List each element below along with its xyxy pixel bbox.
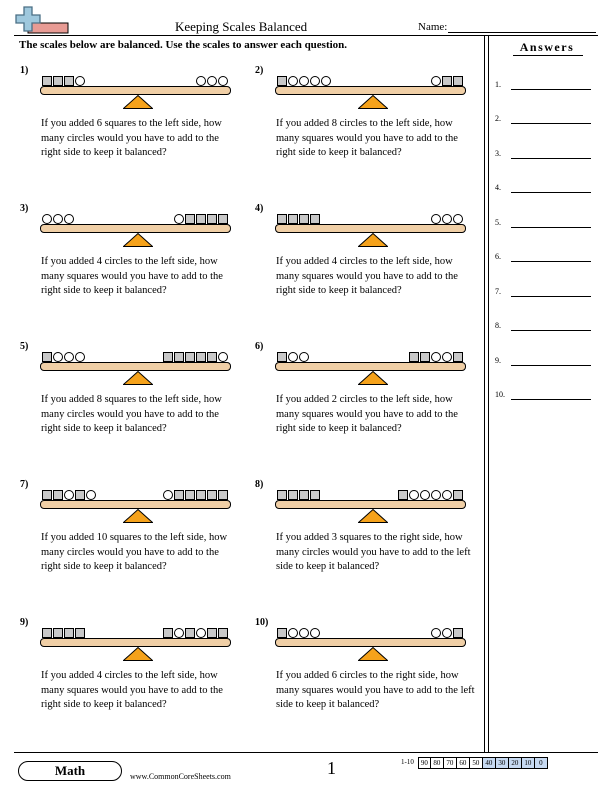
left-pan	[42, 628, 85, 638]
answer-line[interactable]	[511, 123, 591, 124]
scale-beam	[275, 638, 466, 647]
scale-beam	[275, 224, 466, 233]
square-weight	[453, 352, 463, 362]
circle-weight	[75, 352, 85, 362]
circle-weight	[310, 76, 320, 86]
answer-number: 6.	[495, 252, 501, 261]
right-pan	[196, 76, 228, 86]
answer-row	[495, 321, 595, 335]
scale-beam	[275, 86, 466, 95]
right-pan	[163, 628, 228, 638]
subject-badge: Math	[18, 761, 122, 781]
scale-beam	[40, 362, 231, 371]
circle-weight	[288, 628, 298, 638]
answer-row	[495, 149, 595, 163]
circle-weight	[218, 76, 228, 86]
square-weight	[42, 76, 52, 86]
answer-line[interactable]	[511, 296, 591, 297]
fulcrum-icon	[123, 95, 153, 109]
score-cell: 60	[457, 757, 470, 769]
square-weight	[196, 214, 206, 224]
problem-number: 8)	[255, 479, 264, 490]
square-weight	[53, 76, 63, 86]
left-pan	[277, 214, 320, 224]
column-divider	[488, 35, 489, 752]
square-weight	[53, 628, 63, 638]
fulcrum-icon	[358, 233, 388, 247]
score-cell: 0	[535, 757, 548, 769]
problem-number: 3)	[20, 203, 29, 214]
fulcrum-icon	[123, 233, 153, 247]
fulcrum-icon	[123, 647, 153, 661]
circle-weight	[64, 352, 74, 362]
circle-weight	[42, 214, 52, 224]
circle-weight	[196, 76, 206, 86]
answer-row	[495, 114, 595, 128]
score-cell: 50	[470, 757, 483, 769]
instructions: The scales below are balanced. Use the scales to answer each question.	[19, 39, 348, 51]
circle-weight	[53, 352, 63, 362]
square-weight	[277, 352, 287, 362]
square-weight	[185, 628, 195, 638]
problem	[20, 617, 240, 747]
square-weight	[453, 628, 463, 638]
circle-weight	[442, 352, 452, 362]
square-weight	[185, 214, 195, 224]
scale-beam	[275, 362, 466, 371]
problem-text: If you added 10 squares to the left side, how many circles would you have to add to the right side to keep it balanced?	[41, 532, 228, 573]
answer-number: 8.	[495, 321, 501, 330]
circle-weight	[299, 628, 309, 638]
answer-number: 7.	[495, 287, 501, 296]
score-cell: 20	[509, 757, 522, 769]
right-pan	[431, 214, 463, 224]
site-url: www.CommonCoreSheets.com	[130, 772, 231, 781]
circle-weight	[64, 490, 74, 500]
circle-weight	[321, 76, 331, 86]
fulcrum-icon	[123, 371, 153, 385]
square-weight	[185, 490, 195, 500]
problem	[20, 65, 240, 195]
circle-weight	[442, 628, 452, 638]
circle-weight	[442, 490, 452, 500]
circle-weight	[453, 214, 463, 224]
circle-weight	[431, 214, 441, 224]
answer-number: 3.	[495, 149, 501, 158]
answer-line[interactable]	[511, 399, 591, 400]
square-weight	[75, 628, 85, 638]
circle-weight	[163, 490, 173, 500]
right-pan	[398, 490, 463, 500]
name-label: Name:	[418, 21, 448, 33]
square-weight	[196, 352, 206, 362]
answer-row	[495, 287, 595, 301]
circle-weight	[86, 490, 96, 500]
square-weight	[218, 628, 228, 638]
square-weight	[207, 490, 217, 500]
circle-weight	[431, 352, 441, 362]
answer-line[interactable]	[511, 192, 591, 193]
square-weight	[277, 628, 287, 638]
circle-weight	[299, 352, 309, 362]
left-pan	[42, 214, 74, 224]
square-weight	[42, 490, 52, 500]
score-cell: 40	[483, 757, 496, 769]
circle-weight	[218, 352, 228, 362]
score-cell: 10	[522, 757, 535, 769]
square-weight	[218, 214, 228, 224]
left-pan	[277, 76, 331, 86]
page-number: 1	[327, 758, 336, 778]
circle-weight	[174, 214, 184, 224]
fulcrum-icon	[358, 647, 388, 661]
circle-weight	[75, 76, 85, 86]
left-pan	[42, 490, 96, 500]
square-weight	[299, 490, 309, 500]
square-weight	[288, 214, 298, 224]
circle-weight	[299, 76, 309, 86]
square-weight	[398, 490, 408, 500]
square-weight	[207, 214, 217, 224]
circle-weight	[53, 214, 63, 224]
answer-number: 10.	[495, 390, 505, 399]
page-title: Keeping Scales Balanced	[175, 19, 308, 34]
scale-beam	[275, 500, 466, 509]
right-pan	[431, 628, 463, 638]
circle-weight	[288, 352, 298, 362]
answers-title: Answers	[519, 40, 575, 54]
square-weight	[42, 352, 52, 362]
problem-number: 4)	[255, 203, 264, 214]
square-weight	[42, 628, 52, 638]
square-weight	[420, 352, 430, 362]
answer-row	[495, 356, 595, 370]
scale-beam	[40, 86, 231, 95]
square-weight	[185, 352, 195, 362]
score-cell: 90	[418, 757, 431, 769]
fulcrum-icon	[123, 509, 153, 523]
square-weight	[299, 214, 309, 224]
circle-weight	[64, 214, 74, 224]
problem	[20, 479, 240, 609]
header-rule	[14, 35, 598, 36]
problem-text: If you added 6 circles to the right side, how many squares would you have to add to the left side to keep it balanced?	[276, 670, 475, 711]
problem	[255, 341, 475, 471]
square-weight	[163, 352, 173, 362]
answer-line[interactable]	[511, 158, 591, 159]
answer-number: 9.	[495, 356, 501, 365]
left-pan	[42, 352, 85, 362]
right-pan	[409, 352, 463, 362]
fulcrum-icon	[358, 509, 388, 523]
answer-line[interactable]	[511, 365, 591, 366]
answer-row	[495, 252, 595, 266]
fulcrum-icon	[358, 95, 388, 109]
square-weight	[64, 76, 74, 86]
circle-weight	[431, 76, 441, 86]
square-weight	[453, 490, 463, 500]
answer-number: 4.	[495, 183, 501, 192]
score-range: 1-10	[401, 758, 414, 766]
problem	[255, 65, 475, 195]
problem	[20, 341, 240, 471]
scale-beam	[40, 638, 231, 647]
problem-text: If you added 8 squares to the left side, how many circles would you have to add to the right side to keep it balanced?	[41, 394, 222, 435]
answer-row	[495, 390, 595, 404]
square-weight	[453, 76, 463, 86]
square-weight	[64, 628, 74, 638]
answer-line[interactable]	[511, 261, 591, 262]
problem-number: 9)	[20, 617, 29, 628]
problem-text: If you added 4 circles to the left side, how many squares would you have to add to the right side to keep it balanced?	[276, 256, 458, 297]
problem	[20, 203, 240, 333]
circle-weight	[196, 628, 206, 638]
problem-number: 10)	[255, 617, 269, 628]
square-weight	[174, 352, 184, 362]
column-divider	[484, 35, 485, 752]
problem-text: If you added 4 circles to the left side, how many squares would you have to add to the right side to keep it balanced?	[41, 670, 223, 711]
circle-weight	[420, 490, 430, 500]
problem	[255, 617, 475, 747]
square-weight	[277, 76, 287, 86]
square-weight	[277, 490, 287, 500]
problem-number: 1)	[20, 65, 29, 76]
answer-row	[495, 183, 595, 197]
problem-text: If you added 2 circles to the left side, how many squares would you have to add to the right side to keep it balanced?	[276, 394, 458, 435]
left-pan	[277, 490, 320, 500]
logo-icon	[14, 5, 70, 37]
square-weight	[442, 76, 452, 86]
left-pan	[42, 76, 85, 86]
right-pan	[163, 490, 228, 500]
circle-weight	[442, 214, 452, 224]
answer-line[interactable]	[511, 89, 591, 90]
square-weight	[409, 352, 419, 362]
left-pan	[277, 352, 309, 362]
problem	[255, 203, 475, 333]
fulcrum-icon	[358, 371, 388, 385]
right-pan	[431, 76, 463, 86]
problem-text: If you added 4 circles to the left side, how many squares would you have to add to the right side to keep it balanced?	[41, 256, 223, 297]
answer-number: 1.	[495, 80, 501, 89]
right-pan	[174, 214, 228, 224]
problem-text: If you added 6 squares to the left side, how many circles would you have to add to the right side to keep it balanced?	[41, 118, 222, 159]
problem-text: If you added 8 circles to the left side, how many squares would you have to add to the right side to keep it balanced?	[276, 118, 458, 159]
square-weight	[53, 490, 63, 500]
scale-beam	[40, 500, 231, 509]
square-weight	[207, 628, 217, 638]
square-weight	[288, 490, 298, 500]
square-weight	[163, 628, 173, 638]
score-table	[399, 757, 548, 769]
square-weight	[277, 214, 287, 224]
answer-line[interactable]	[511, 330, 591, 331]
answer-number: 2.	[495, 114, 501, 123]
score-cell: 30	[496, 757, 509, 769]
answers-title-rule	[513, 55, 583, 56]
problem	[255, 479, 475, 609]
square-weight	[196, 490, 206, 500]
circle-weight	[409, 490, 419, 500]
square-weight	[174, 490, 184, 500]
square-weight	[207, 352, 217, 362]
circle-weight	[431, 628, 441, 638]
score-cell: 80	[431, 757, 444, 769]
square-weight	[310, 490, 320, 500]
score-cell: 70	[444, 757, 457, 769]
circle-weight	[431, 490, 441, 500]
answer-row	[495, 80, 595, 94]
circle-weight	[288, 76, 298, 86]
problem-number: 2)	[255, 65, 264, 76]
circle-weight	[310, 628, 320, 638]
square-weight	[310, 214, 320, 224]
problem-number: 6)	[255, 341, 264, 352]
footer-rule	[14, 752, 598, 753]
circle-weight	[174, 628, 184, 638]
answer-row	[495, 218, 595, 232]
square-weight	[75, 490, 85, 500]
right-pan	[163, 352, 228, 362]
circle-weight	[207, 76, 217, 86]
answer-number: 5.	[495, 218, 501, 227]
problem-number: 5)	[20, 341, 29, 352]
problem-number: 7)	[20, 479, 29, 490]
problem-text: If you added 3 squares to the right side, how many circles would you have to add to the left side to keep it balanced?	[276, 532, 471, 573]
name-line[interactable]	[448, 32, 596, 33]
answer-line[interactable]	[511, 227, 591, 228]
scale-beam	[40, 224, 231, 233]
square-weight	[218, 490, 228, 500]
left-pan	[277, 628, 320, 638]
